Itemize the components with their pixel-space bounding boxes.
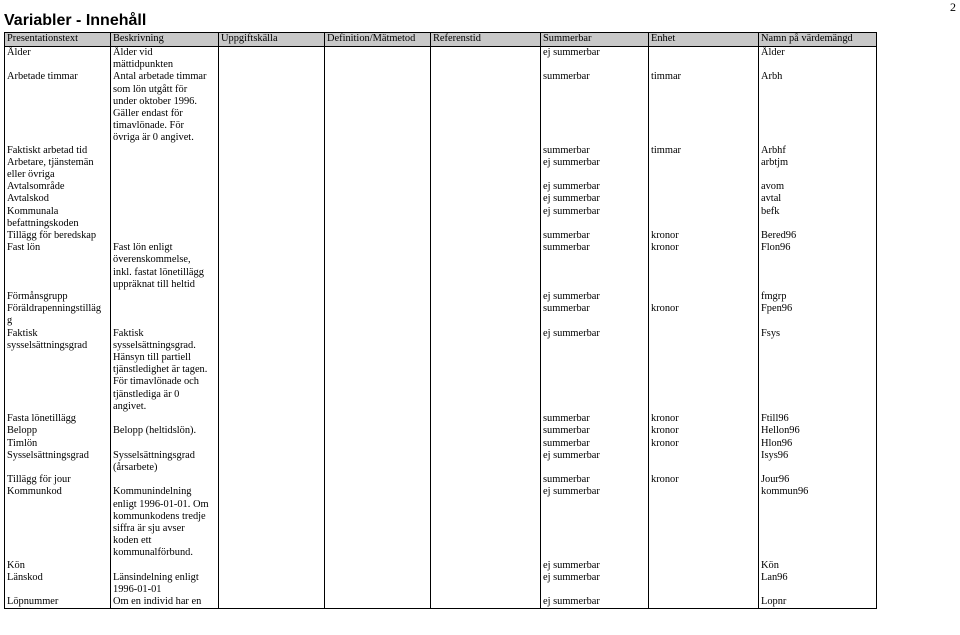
cell-referenstid: [431, 181, 541, 193]
table-row: [5, 486, 877, 559]
variables-table: [4, 32, 877, 609]
cell-enhet: timmar: [649, 145, 759, 157]
cell-summerbar: summerbar: [541, 303, 649, 327]
cell-summerbar: ej summerbar: [541, 206, 649, 230]
table-row: [5, 560, 877, 572]
cell-referenstid: [431, 560, 541, 572]
cell-referenstid: [431, 242, 541, 291]
cell-definition: [325, 413, 431, 425]
cell-referenstid: [431, 47, 541, 72]
cell-uppgiftskalla: [219, 145, 325, 157]
cell-presentationstext: Arbetare, tjänstemän eller övriga: [5, 157, 111, 181]
cell-namn-pa-vardemangd: Fsys: [759, 328, 877, 413]
cell-summerbar: ej summerbar: [541, 450, 649, 474]
table-row: [5, 230, 877, 242]
cell-uppgiftskalla: [219, 572, 325, 596]
cell-referenstid: [431, 193, 541, 205]
cell-definition: [325, 328, 431, 413]
cell-referenstid: [431, 230, 541, 242]
cell-enhet: [649, 450, 759, 474]
cell-uppgiftskalla: [219, 71, 325, 144]
cell-referenstid: [431, 291, 541, 303]
cell-beskrivning: [111, 230, 219, 242]
cell-summerbar: ej summerbar: [541, 47, 649, 72]
cell-uppgiftskalla: [219, 450, 325, 474]
cell-enhet: [649, 572, 759, 596]
column-header-enhet: Enhet: [649, 33, 759, 47]
cell-definition: [325, 193, 431, 205]
cell-definition: [325, 145, 431, 157]
cell-referenstid: [431, 328, 541, 413]
column-header-presentationstext: Presentationstext: [5, 33, 111, 47]
cell-beskrivning: Antal arbetade timmar som lön utgått för under oktober 1996. Gäller endast för timavlönade. För övriga är 0 angivet.: [111, 71, 219, 144]
column-header-namn-pa-vardemangd: Namn på värdemängd: [759, 33, 877, 47]
table-row: [5, 596, 877, 609]
cell-namn-pa-vardemangd: befk: [759, 206, 877, 230]
page-number: 2: [950, 0, 956, 14]
cell-beskrivning: [111, 291, 219, 303]
cell-referenstid: [431, 303, 541, 327]
cell-definition: [325, 560, 431, 572]
page-title: Variabler - Innehåll: [4, 12, 147, 29]
cell-definition: [325, 291, 431, 303]
cell-enhet: [649, 193, 759, 205]
cell-summerbar: summerbar: [541, 230, 649, 242]
cell-enhet: [649, 560, 759, 572]
table-row: [5, 450, 877, 474]
cell-beskrivning: [111, 438, 219, 450]
cell-summerbar: summerbar: [541, 242, 649, 291]
table-row: [5, 291, 877, 303]
cell-namn-pa-vardemangd: Arbh: [759, 71, 877, 144]
cell-summerbar: summerbar: [541, 71, 649, 144]
cell-namn-pa-vardemangd: Ålder: [759, 47, 877, 72]
cell-beskrivning: [111, 193, 219, 205]
cell-presentationstext: Avtalskod: [5, 193, 111, 205]
cell-enhet: [649, 291, 759, 303]
cell-enhet: kronor: [649, 474, 759, 486]
cell-namn-pa-vardemangd: arbtjm: [759, 157, 877, 181]
column-header-uppgiftskalla: Uppgiftskälla: [219, 33, 325, 47]
cell-referenstid: [431, 157, 541, 181]
cell-beskrivning: Belopp (heltidslön).: [111, 425, 219, 437]
cell-namn-pa-vardemangd: Jour96: [759, 474, 877, 486]
cell-presentationstext: Sysselsättningsgrad: [5, 450, 111, 474]
cell-uppgiftskalla: [219, 291, 325, 303]
cell-uppgiftskalla: [219, 596, 325, 609]
cell-summerbar: summerbar: [541, 413, 649, 425]
cell-presentationstext: Kommunkod: [5, 486, 111, 559]
cell-namn-pa-vardemangd: Ftill96: [759, 413, 877, 425]
cell-enhet: kronor: [649, 438, 759, 450]
cell-uppgiftskalla: [219, 242, 325, 291]
cell-namn-pa-vardemangd: avtal: [759, 193, 877, 205]
cell-namn-pa-vardemangd: avom: [759, 181, 877, 193]
cell-namn-pa-vardemangd: Hlon96: [759, 438, 877, 450]
cell-definition: [325, 181, 431, 193]
cell-uppgiftskalla: [219, 438, 325, 450]
cell-definition: [325, 438, 431, 450]
cell-presentationstext: Faktiskt arbetad tid: [5, 145, 111, 157]
cell-presentationstext: Kommunala befattningskoden: [5, 206, 111, 230]
cell-presentationstext: Tillägg för beredskap: [5, 230, 111, 242]
cell-presentationstext: Fast lön: [5, 242, 111, 291]
cell-definition: [325, 474, 431, 486]
table-row: [5, 193, 877, 205]
cell-summerbar: ej summerbar: [541, 193, 649, 205]
cell-definition: [325, 47, 431, 72]
cell-enhet: [649, 596, 759, 609]
cell-definition: [325, 242, 431, 291]
cell-referenstid: [431, 438, 541, 450]
cell-definition: [325, 206, 431, 230]
cell-namn-pa-vardemangd: Fpen96: [759, 303, 877, 327]
cell-enhet: [649, 486, 759, 559]
cell-summerbar: ej summerbar: [541, 181, 649, 193]
cell-definition: [325, 425, 431, 437]
table-row: [5, 572, 877, 596]
cell-referenstid: [431, 486, 541, 559]
cell-uppgiftskalla: [219, 47, 325, 72]
cell-referenstid: [431, 572, 541, 596]
cell-beskrivning: [111, 206, 219, 230]
table-row: [5, 413, 877, 425]
table-row: [5, 181, 877, 193]
table-row: [5, 157, 877, 181]
cell-definition: [325, 157, 431, 181]
cell-referenstid: [431, 425, 541, 437]
cell-enhet: [649, 328, 759, 413]
cell-uppgiftskalla: [219, 157, 325, 181]
cell-summerbar: ej summerbar: [541, 157, 649, 181]
cell-beskrivning: Länsindelning enligt 1996-01-01: [111, 572, 219, 596]
table-row: [5, 474, 877, 486]
cell-namn-pa-vardemangd: Isys96: [759, 450, 877, 474]
cell-enhet: [649, 157, 759, 181]
table-row: [5, 242, 877, 291]
cell-beskrivning: Kommunindelning enligt 1996-01-01. Om kommunkodens tredje siffra är sju avser koden ett kommunalförbund.: [111, 486, 219, 559]
cell-beskrivning: Faktisk sysselsättningsgrad. Hänsyn till partiell tjänstledighet är tagen. För timavlönade och tjänstlediga är 0 angivet.: [111, 328, 219, 413]
cell-presentationstext: Tillägg för jour: [5, 474, 111, 486]
cell-presentationstext: Ålder: [5, 47, 111, 72]
cell-uppgiftskalla: [219, 181, 325, 193]
cell-definition: [325, 486, 431, 559]
cell-uppgiftskalla: [219, 303, 325, 327]
column-header-definition: Definition/Mätmetod: [325, 33, 431, 47]
cell-summerbar: ej summerbar: [541, 596, 649, 609]
column-header-summerbar: Summerbar: [541, 33, 649, 47]
cell-summerbar: summerbar: [541, 425, 649, 437]
cell-namn-pa-vardemangd: Lopnr: [759, 596, 877, 609]
cell-beskrivning: [111, 145, 219, 157]
cell-enhet: kronor: [649, 303, 759, 327]
cell-namn-pa-vardemangd: Arbhf: [759, 145, 877, 157]
cell-presentationstext: Länskod: [5, 572, 111, 596]
table-header: [5, 33, 877, 47]
cell-uppgiftskalla: [219, 193, 325, 205]
cell-summerbar: ej summerbar: [541, 291, 649, 303]
cell-namn-pa-vardemangd: Flon96: [759, 242, 877, 291]
cell-presentationstext: Belopp: [5, 425, 111, 437]
table-row: [5, 145, 877, 157]
cell-beskrivning: Ålder vid mättidpunkten: [111, 47, 219, 72]
cell-beskrivning: [111, 181, 219, 193]
cell-namn-pa-vardemangd: Hellon96: [759, 425, 877, 437]
cell-presentationstext: Kön: [5, 560, 111, 572]
cell-summerbar: summerbar: [541, 145, 649, 157]
cell-enhet: kronor: [649, 242, 759, 291]
table-row: [5, 206, 877, 230]
cell-uppgiftskalla: [219, 560, 325, 572]
cell-presentationstext: Föräldrapenningstilläg g: [5, 303, 111, 327]
cell-presentationstext: Arbetade timmar: [5, 71, 111, 144]
cell-presentationstext: Faktisk sysselsättningsgrad: [5, 328, 111, 413]
cell-referenstid: [431, 145, 541, 157]
cell-summerbar: summerbar: [541, 438, 649, 450]
cell-presentationstext: Timlön: [5, 438, 111, 450]
cell-summerbar: ej summerbar: [541, 486, 649, 559]
table-row: [5, 438, 877, 450]
cell-namn-pa-vardemangd: fmgrp: [759, 291, 877, 303]
cell-referenstid: [431, 206, 541, 230]
cell-referenstid: [431, 450, 541, 474]
cell-beskrivning: Om en individ har en: [111, 596, 219, 609]
cell-definition: [325, 71, 431, 144]
cell-summerbar: summerbar: [541, 474, 649, 486]
cell-namn-pa-vardemangd: Kön: [759, 560, 877, 572]
cell-beskrivning: [111, 413, 219, 425]
cell-namn-pa-vardemangd: Bered96: [759, 230, 877, 242]
table-row: [5, 71, 877, 144]
cell-beskrivning: Fast lön enligt överenskommelse, inkl. fastat lönetillägg uppräknat till heltid: [111, 242, 219, 291]
cell-enhet: kronor: [649, 230, 759, 242]
cell-summerbar: ej summerbar: [541, 572, 649, 596]
table-row: [5, 47, 877, 72]
cell-beskrivning: [111, 157, 219, 181]
cell-enhet: [649, 181, 759, 193]
cell-summerbar: ej summerbar: [541, 560, 649, 572]
cell-enhet: kronor: [649, 425, 759, 437]
column-header-referenstid: Referenstid: [431, 33, 541, 47]
cell-beskrivning: [111, 474, 219, 486]
cell-referenstid: [431, 596, 541, 609]
cell-beskrivning: [111, 560, 219, 572]
cell-uppgiftskalla: [219, 486, 325, 559]
cell-uppgiftskalla: [219, 425, 325, 437]
cell-uppgiftskalla: [219, 474, 325, 486]
cell-definition: [325, 596, 431, 609]
table-row: [5, 303, 877, 327]
cell-uppgiftskalla: [219, 328, 325, 413]
cell-summerbar: ej summerbar: [541, 328, 649, 413]
cell-namn-pa-vardemangd: kommun96: [759, 486, 877, 559]
cell-definition: [325, 572, 431, 596]
cell-presentationstext: Förmånsgrupp: [5, 291, 111, 303]
cell-namn-pa-vardemangd: Lan96: [759, 572, 877, 596]
cell-presentationstext: Löpnummer: [5, 596, 111, 609]
cell-uppgiftskalla: [219, 206, 325, 230]
cell-presentationstext: Avtalsområde: [5, 181, 111, 193]
cell-referenstid: [431, 413, 541, 425]
table-row: [5, 425, 877, 437]
cell-uppgiftskalla: [219, 230, 325, 242]
cell-definition: [325, 450, 431, 474]
column-header-beskrivning: Beskrivning: [111, 33, 219, 47]
cell-enhet: kronor: [649, 413, 759, 425]
table-body: [5, 47, 877, 609]
cell-uppgiftskalla: [219, 413, 325, 425]
header-row: [5, 33, 877, 47]
cell-presentationstext: Fasta lönetillägg: [5, 413, 111, 425]
cell-enhet: timmar: [649, 71, 759, 144]
cell-enhet: [649, 206, 759, 230]
cell-referenstid: [431, 71, 541, 144]
cell-beskrivning: [111, 303, 219, 327]
cell-definition: [325, 230, 431, 242]
cell-referenstid: [431, 474, 541, 486]
cell-enhet: [649, 47, 759, 72]
cell-definition: [325, 303, 431, 327]
table-row: [5, 328, 877, 413]
cell-beskrivning: Sysselsättningsgrad (årsarbete): [111, 450, 219, 474]
